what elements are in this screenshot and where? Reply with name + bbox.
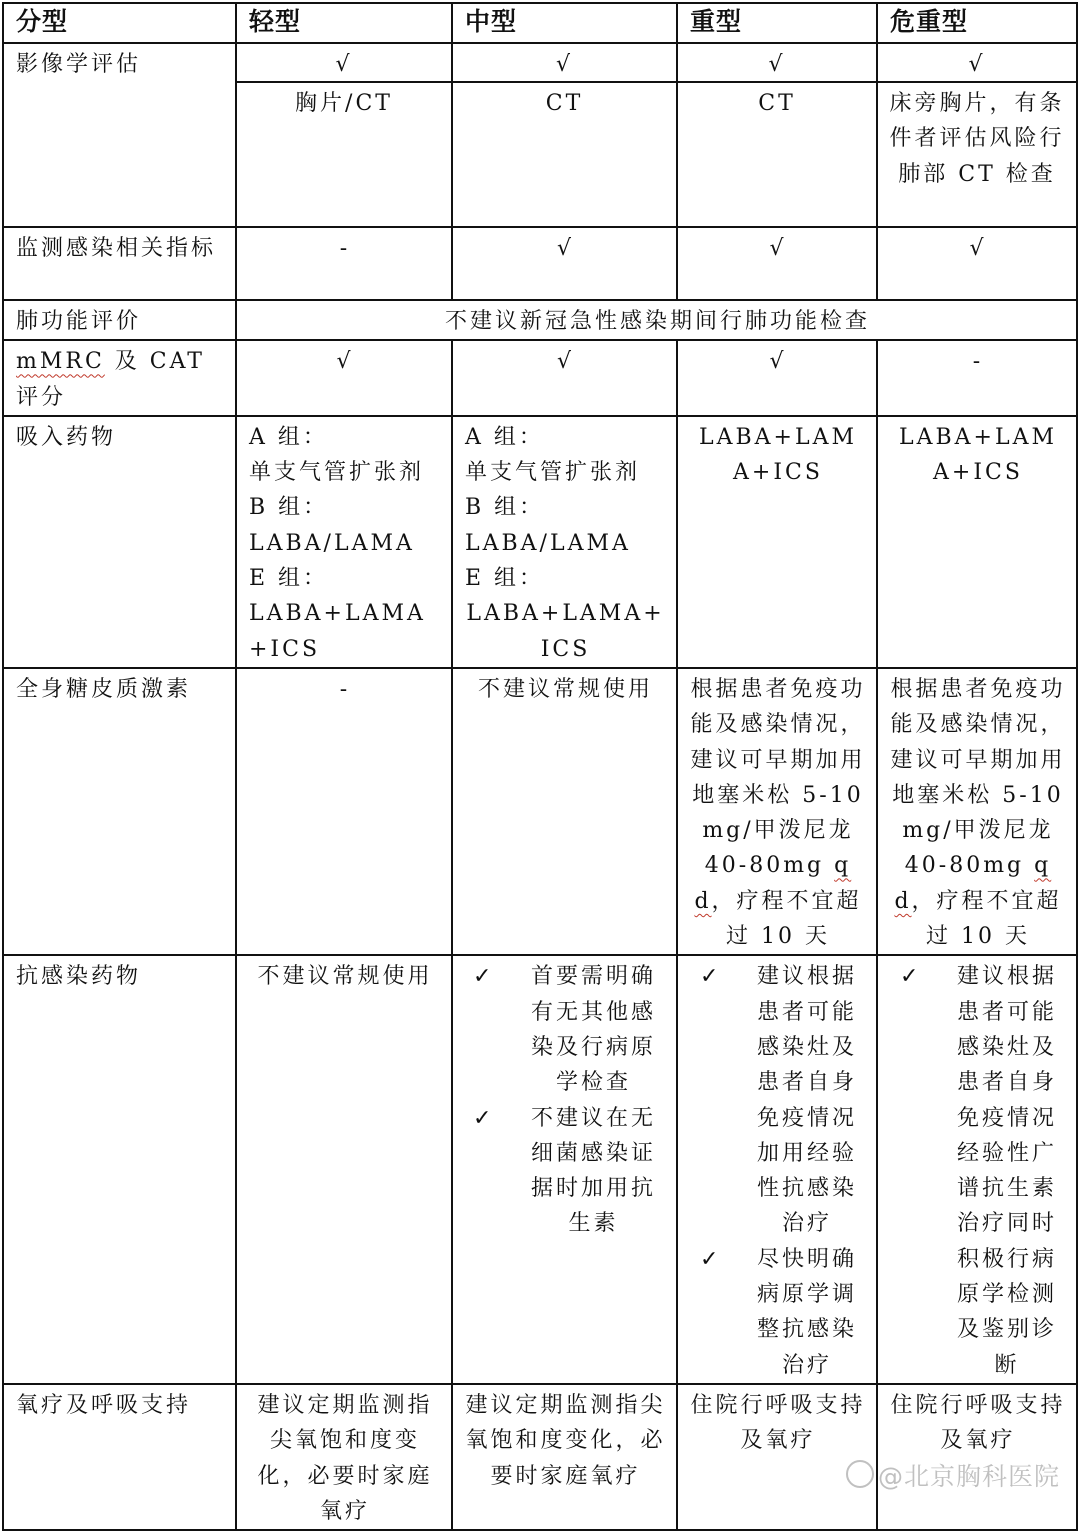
imaging-method-severe: CT: [758, 91, 796, 116]
cell-oxygen-mild: 建议定期监测指尖氧饱和度变化，必要时家庭氧疗: [236, 1384, 452, 1530]
imaging-method-critical: 床旁胸片，有条件者评估风险行肺部 CT 检查: [889, 91, 1065, 187]
list-item: [900, 959, 1066, 1383]
cell-inhaled-moderate: [452, 416, 677, 668]
cell-mmrc-moderate: √: [452, 340, 677, 416]
row-lung-function: [3, 300, 1077, 340]
header-moderate: 中型: [452, 3, 677, 43]
row-label-steroid: 全身糖皮质激素: [3, 668, 236, 955]
row-label-oxygen: 氧疗及呼吸支持: [3, 1384, 236, 1530]
inhaled-mild-line: E 组：: [249, 566, 329, 592]
row-label-lung-function: 肺功能评价: [3, 300, 236, 340]
check-icon: ✓: [473, 964, 495, 990]
classification-table: [2, 2, 1078, 1531]
row-label-anti-infection: 抗感染药物: [3, 955, 236, 1384]
row-steroid: [3, 668, 1077, 955]
imaging-method-moderate: CT: [545, 91, 584, 116]
cell-steroid-moderate: 不建议常规使用: [452, 668, 677, 955]
header-row: [3, 3, 1077, 43]
header-mild: 轻型: [236, 3, 452, 43]
mmrc-label-rest: 及 CAT 评分: [16, 349, 205, 410]
weibo-icon: [846, 1460, 874, 1488]
cell-inhaled-mild: [236, 416, 452, 668]
check-icon: ✓: [700, 1246, 722, 1272]
row-mmrc: [3, 340, 1077, 416]
inhaled-mild-line: LABA/LAMA: [249, 530, 415, 556]
list-item: [473, 1101, 666, 1242]
list-item-text: 尽快明确病原学调整抗感染治疗: [756, 1246, 857, 1378]
steroid-critical-text: 根据患者免疫功能及感染情况，建议可早期加用地塞米松 5-10mg/甲泼尼龙 40-80mg: [890, 676, 1066, 879]
steroid-severe-text: 根据患者免疫功能及感染情况，建议可早期加用地塞米松 5-10mg/甲泼尼龙 40-80mg: [690, 676, 866, 879]
inhaled-mild-line: LABA+LAMA+ICS: [249, 601, 426, 662]
inhaled-mild-line: 单支气管扩张剂: [249, 460, 425, 486]
row-label-mmrc: [3, 340, 236, 416]
steroid-critical-qd: qd: [894, 853, 1052, 914]
list-item-text: 不建议在无细菌感染证据时加用抗生素: [530, 1105, 656, 1237]
inhaled-moderate-line: A 组：: [465, 424, 544, 450]
row-anti-infection: [3, 955, 1077, 1384]
steroid-severe-qd: qd: [694, 853, 852, 914]
check-icon: ✓: [900, 964, 922, 990]
header-critical: 危重型: [877, 3, 1077, 43]
cell-steroid-mild: -: [236, 668, 452, 955]
cell-oxygen-severe: 住院行呼吸支持及氧疗: [677, 1384, 877, 1530]
header-severe: 重型: [677, 3, 877, 43]
cell-anti-infection-critical: [877, 955, 1077, 1384]
list-item-text: 建议根据患者可能感染灶及患者自身免疫情况加用经验性抗感染治疗: [756, 964, 857, 1237]
inhaled-moderate-line: E 组：: [465, 566, 545, 592]
row-infection-monitor: [3, 227, 1077, 300]
check-icon: ✓: [473, 1105, 495, 1131]
cell-lung-function-merged: 不建议新冠急性感染期间行肺功能检查: [236, 300, 1077, 340]
cell-infection-monitor-mild: -: [236, 227, 452, 300]
cell-infection-monitor-moderate: √: [452, 227, 677, 300]
cell-oxygen-moderate: 建议定期监测指尖氧饱和度变化，必要时家庭氧疗: [452, 1384, 677, 1530]
list-item: [473, 959, 666, 1100]
cell-anti-infection-mild: 不建议常规使用: [236, 955, 452, 1384]
cell-imaging-mild: [236, 43, 452, 227]
inhaled-moderate-line: 单支气管扩张剂: [465, 460, 641, 486]
list-item: [700, 959, 866, 1241]
anti-infection-moderate-list: [473, 959, 666, 1241]
steroid-critical-text-end: ，疗程不宜超过 10 天: [911, 888, 1062, 950]
check-icon: ✓: [700, 964, 722, 990]
imaging-mark-mild: √: [237, 44, 451, 83]
imaging-mark-severe: √: [678, 44, 876, 83]
cell-mmrc-mild: √: [236, 340, 452, 416]
inhaled-mild-line: B 组：: [249, 495, 329, 521]
cell-imaging-critical: [877, 43, 1077, 227]
cell-imaging-severe: [677, 43, 877, 227]
cell-inhaled-severe: LABA+LAMA+ICS: [677, 416, 877, 668]
cell-steroid-critical: [877, 668, 1077, 955]
cell-steroid-severe: [677, 668, 877, 955]
mmrc-term: mMRC: [16, 349, 105, 375]
row-imaging: [3, 43, 1077, 227]
list-item-text: 建议根据患者可能感染灶及患者自身免疫情况经验性广谱抗生素治疗同时积极行病原学检测及鉴别诊断: [956, 964, 1057, 1378]
cell-imaging-moderate: [452, 43, 677, 227]
row-label-inhaled: 吸入药物: [3, 416, 236, 668]
cell-oxygen-critical: 住院行呼吸支持及氧疗: [877, 1384, 1077, 1530]
watermark-text: @北京胸科医院: [877, 1462, 1060, 1491]
row-label-imaging: 影像学评估: [3, 43, 236, 227]
anti-infection-critical-list: [900, 959, 1066, 1383]
inhaled-moderate-line: B 组：: [465, 495, 545, 521]
cell-inhaled-critical: LABA+LAMA+ICS: [877, 416, 1077, 668]
inhaled-moderate-line: LABA+LAMA+ICS: [466, 601, 665, 662]
list-item-text: 首要需明确有无其他感染及行病原学检查: [530, 964, 656, 1096]
cell-infection-monitor-critical: √: [877, 227, 1077, 300]
cell-anti-infection-moderate: [452, 955, 677, 1384]
imaging-mark-critical: √: [878, 44, 1076, 83]
list-item: [700, 1242, 866, 1383]
imaging-mark-moderate: √: [453, 44, 676, 83]
cell-mmrc-severe: √: [677, 340, 877, 416]
row-inhaled: [3, 416, 1077, 668]
watermark: [846, 1457, 1060, 1493]
imaging-method-mild: 胸片/CT: [295, 91, 393, 116]
inhaled-mild-line: A 组：: [249, 424, 328, 450]
row-label-infection-monitor: 监测感染相关指标: [3, 227, 236, 300]
inhaled-moderate-line: LABA/LAMA: [465, 530, 631, 556]
cell-anti-infection-severe: [677, 955, 877, 1384]
steroid-severe-text-end: ，疗程不宜超过 10 天: [711, 888, 862, 950]
anti-infection-severe-list: [700, 959, 866, 1383]
cell-mmrc-critical: -: [877, 340, 1077, 416]
cell-infection-monitor-severe: √: [677, 227, 877, 300]
header-type: 分型: [3, 3, 236, 43]
